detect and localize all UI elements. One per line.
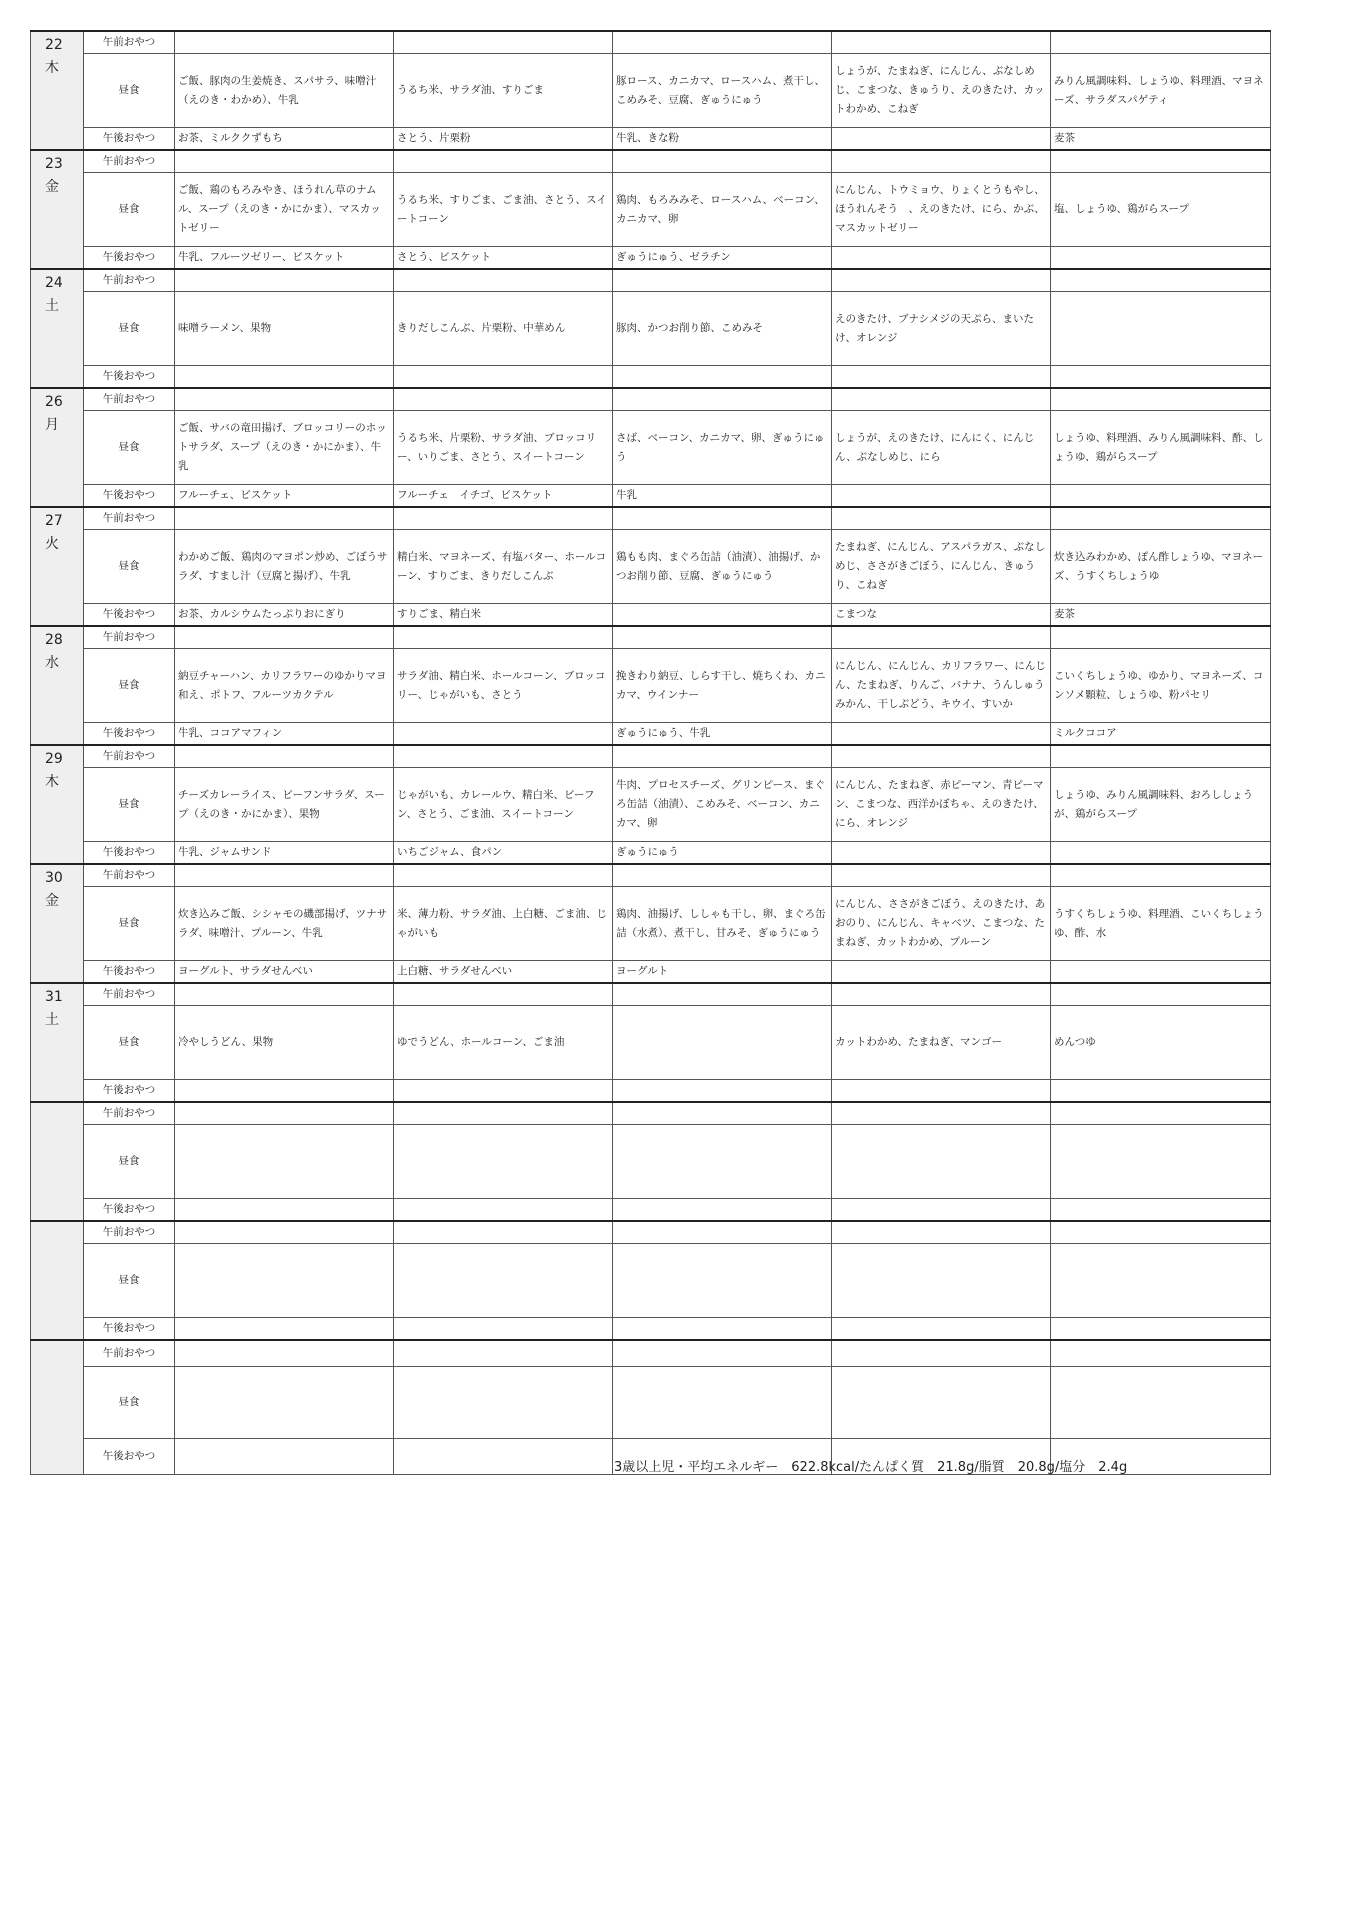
dish-cell: お茶、カルシウムたっぷりおにぎり [175,604,394,627]
day-weekday: 月 [45,417,59,433]
red-group-cell [394,864,613,887]
menu-row [31,128,1271,151]
red-group-cell [394,1221,613,1244]
day-weekday: 土 [45,298,59,314]
red-group-cell: うるち米、サラダ油、すりごま [394,54,613,128]
meal-label: 午後おやつ [84,842,175,865]
menu-row [31,1221,1271,1244]
menu-row [31,530,1271,604]
yellow-group-cell [613,507,832,530]
seasoning-cell: しょうゆ、料理酒、みりん風調味料、酢、しょうゆ、鶏がらスープ [1051,411,1271,485]
yellow-group-cell [613,626,832,649]
seasoning-cell [1051,150,1271,173]
yellow-group-cell [613,1318,832,1341]
seasoning-cell: こいくちしょうゆ、ゆかり、マヨネーズ、コンソメ顆粒、しょうゆ、粉パセリ [1051,649,1271,723]
dish-cell [175,1080,394,1103]
red-group-cell: うるち米、すりごま、ごま油、さとう、スイートコーン [394,173,613,247]
day-number: 28 [45,632,63,648]
meal-label: 昼食 [84,411,175,485]
red-group-cell [394,1367,613,1439]
dish-cell [175,983,394,1006]
dish-cell: 納豆チャーハン、カリフラワーのゆかりマヨ和え、ポトフ、フルーツカクテル [175,649,394,723]
dish-cell [175,626,394,649]
red-group-cell: 精白米、マヨネーズ、有塩バター、ホールコーン、すりごま、きりだしこんぶ [394,530,613,604]
red-group-cell [394,626,613,649]
green-group-cell [832,723,1051,746]
dish-cell: 味噌ラーメン、果物 [175,292,394,366]
seasoning-cell [1051,1318,1271,1341]
green-group-cell [832,1367,1051,1439]
seasoning-cell [1051,864,1271,887]
yellow-group-cell: ヨーグルト [613,961,832,984]
day-number: 24 [45,275,63,291]
menu-row [31,604,1271,627]
seasoning-cell: みりん風調味料、しょうゆ、料理酒、マヨネーズ、サラダスパゲティ [1051,54,1271,128]
menu-row [31,842,1271,865]
dish-cell [175,366,394,389]
red-group-cell [394,366,613,389]
red-group-cell [394,1244,613,1318]
yellow-group-cell [613,1340,832,1367]
green-group-cell: にんじん、ささがきごぼう、えのきたけ、あおのり、にんじん、キャベツ、こまつな、たまねぎ、カットわかめ、プルーン [832,887,1051,961]
red-group-cell [394,507,613,530]
yellow-group-cell [613,1367,832,1439]
yellow-group-cell [613,366,832,389]
day-weekday: 木 [45,774,59,790]
meal-label: 午後おやつ [84,485,175,508]
menu-row [31,864,1271,887]
day-cell [31,983,84,1102]
menu-row [31,1125,1271,1199]
day-cell [31,1221,84,1340]
dish-cell [175,150,394,173]
day-weekday: 木 [45,60,59,76]
meal-label: 午前おやつ [84,150,175,173]
green-group-cell [832,1340,1051,1367]
menu-row [31,1080,1271,1103]
menu-row [31,247,1271,270]
meal-label: 昼食 [84,1125,175,1199]
red-group-cell [394,1199,613,1222]
red-group-cell [394,31,613,54]
seasoning-cell [1051,1102,1271,1125]
menu-row [31,983,1271,1006]
green-group-cell: たまねぎ、にんじん、アスパラガス、ぶなしめじ、ささがきごぼう、にんじん、きゅうり、こねぎ [832,530,1051,604]
yellow-group-cell: ぎゅうにゅう、ゼラチン [613,247,832,270]
meal-label: 昼食 [84,54,175,128]
day-number: 29 [45,751,63,767]
seasoning-cell [1051,1367,1271,1439]
day-cell [31,31,84,150]
day-cell [31,626,84,745]
day-number: 22 [45,37,63,53]
red-group-cell [394,745,613,768]
dish-cell: フルーチェ、ビスケット [175,485,394,508]
meal-label: 午前おやつ [84,388,175,411]
yellow-group-cell [613,1244,832,1318]
red-group-cell [394,1125,613,1199]
dish-cell [175,1244,394,1318]
menu-row [31,485,1271,508]
menu-row [31,626,1271,649]
green-group-cell: にんじん、にんじん、カリフラワー、にんじん、たまねぎ、りんご、バナナ、うんしゅうみかん、干しぶどう、キウイ、すいか [832,649,1051,723]
meal-label: 午前おやつ [84,1102,175,1125]
meal-label: 昼食 [84,530,175,604]
meal-label: 午後おやつ [84,1318,175,1341]
red-group-cell: ゆでうどん、ホールコーン、ごま油 [394,1006,613,1080]
green-group-cell: にんじん、たまねぎ、赤ピーマン、青ピーマン、こまつな、西洋かぼちゃ、えのきたけ、にら、オレンジ [832,768,1051,842]
menu-row [31,1199,1271,1222]
yellow-group-cell: 鶏肉、油揚げ、ししゃも干し、卵、まぐろ缶詰（水煮）、煮干し、甘みそ、ぎゅうにゅう [613,887,832,961]
day-number: 23 [45,156,63,172]
meal-label: 午前おやつ [84,745,175,768]
day-weekday: 土 [45,1012,59,1028]
green-group-cell [832,128,1051,151]
day-weekday: 火 [45,536,59,552]
menu-row [31,292,1271,366]
green-group-cell: しょうが、たまねぎ、にんじん、ぶなしめじ、こまつな、きゅうり、えのきたけ、カットわかめ、こねぎ [832,54,1051,128]
green-group-cell [832,745,1051,768]
menu-row [31,173,1271,247]
menu-row [31,768,1271,842]
yellow-group-cell: 牛乳、きな粉 [613,128,832,151]
menu-row [31,366,1271,389]
seasoning-cell [1051,1080,1271,1103]
seasoning-cell: しょうゆ、みりん風調味料、おろししょうが、鶏がらスープ [1051,768,1271,842]
seasoning-cell [1051,1221,1271,1244]
green-group-cell [832,31,1051,54]
menu-row [31,961,1271,984]
menu-row [31,1006,1271,1080]
seasoning-cell [1051,1199,1271,1222]
red-group-cell [394,1318,613,1341]
menu-row [31,1340,1271,1367]
yellow-group-cell: 牛肉、プロセスチーズ、グリンピース、まぐろ缶詰（油漬）、こめみそ、ベーコン、カニカマ、卵 [613,768,832,842]
meal-label: 午前おやつ [84,1221,175,1244]
yellow-group-cell [613,1125,832,1199]
dish-cell: ご飯、サバの竜田揚げ、ブロッコリーのホットサラダ、スープ（えのき・かにかま）、牛乳 [175,411,394,485]
green-group-cell [832,1102,1051,1125]
red-group-cell: きりだしこんぶ、片栗粉、中華めん [394,292,613,366]
dish-cell: 牛乳、ココアマフィン [175,723,394,746]
menu-row [31,1244,1271,1318]
seasoning-cell [1051,1244,1271,1318]
day-cell [31,507,84,626]
meal-label: 午後おやつ [84,128,175,151]
red-group-cell [394,1080,613,1103]
seasoning-cell: うすくちしょうゆ、料理酒、こいくちしょうゆ、酢、水 [1051,887,1271,961]
yellow-group-cell [613,1006,832,1080]
day-cell [31,150,84,269]
menu-row [31,31,1271,54]
day-number: 26 [45,394,63,410]
menu-row [31,411,1271,485]
day-cell [31,1102,84,1221]
dish-cell: わかめご飯、鶏肉のマヨポン炒め、ごぼうサラダ、すまし汁（豆腐と揚げ）、牛乳 [175,530,394,604]
seasoning-cell [1051,388,1271,411]
menu-body [31,31,1271,1475]
red-group-cell [394,1102,613,1125]
menu-row [31,54,1271,128]
menu-row [31,150,1271,173]
seasoning-cell [1051,269,1271,292]
seasoning-cell [1051,842,1271,865]
dish-cell [175,1340,394,1367]
menu-row [31,745,1271,768]
yellow-group-cell [613,150,832,173]
seasoning-cell: 塩、しょうゆ、鶏がらスープ [1051,173,1271,247]
menu-row [31,1367,1271,1439]
red-group-cell [394,723,613,746]
dish-cell: 冷やしうどん、果物 [175,1006,394,1080]
green-group-cell [832,388,1051,411]
yellow-group-cell: 牛乳 [613,485,832,508]
seasoning-cell [1051,745,1271,768]
green-group-cell [832,1080,1051,1103]
green-group-cell: しょうが、えのきたけ、にんにく、にんじん、ぶなしめじ、にら [832,411,1051,485]
meal-label: 午前おやつ [84,31,175,54]
yellow-group-cell: 鶏もも肉、まぐろ缶詰（油漬）、油揚げ、かつお削り節、豆腐、ぎゅうにゅう [613,530,832,604]
dish-cell: ヨーグルト、サラダせんべい [175,961,394,984]
meal-label: 午後おやつ [84,366,175,389]
seasoning-cell [1051,31,1271,54]
red-group-cell: さとう、ビスケット [394,247,613,270]
yellow-group-cell [613,388,832,411]
red-group-cell [394,150,613,173]
day-cell [31,1340,84,1475]
dish-cell [175,1199,394,1222]
nutrition-summary: 3歳以上児・平均エネルギー 622.8kcal/たんぱく質 21.8g/脂質 20.8g/塩分 2.4g [614,1460,1128,1475]
green-group-cell: カットわかめ、たまねぎ、マンゴー [832,1006,1051,1080]
green-group-cell [832,150,1051,173]
green-group-cell [832,961,1051,984]
red-group-cell: すりごま、精白米 [394,604,613,627]
menu-row [31,1318,1271,1341]
day-cell [31,864,84,983]
red-group-cell: さとう、片栗粉 [394,128,613,151]
red-group-cell: 米、薄力粉、サラダ油、上白糖、ごま油、じゃがいも [394,887,613,961]
dish-cell [175,1125,394,1199]
seasoning-cell: 麦茶 [1051,604,1271,627]
meal-label: 昼食 [84,887,175,961]
meal-label: 午前おやつ [84,507,175,530]
meal-label: 午後おやつ [84,723,175,746]
green-group-cell [832,1199,1051,1222]
menu-row [31,723,1271,746]
meal-label: 午後おやつ [84,1439,175,1475]
seasoning-cell: 炊き込みわかめ、ぽん酢しょうゆ、マヨネーズ、うすくちしょうゆ [1051,530,1271,604]
dish-cell [175,1221,394,1244]
day-cell [31,745,84,864]
meal-label: 昼食 [84,292,175,366]
dish-cell [175,1102,394,1125]
yellow-group-cell [613,269,832,292]
green-group-cell [832,366,1051,389]
yellow-group-cell: ぎゅうにゅう [613,842,832,865]
green-group-cell [832,1244,1051,1318]
dish-cell: 牛乳、フルーツゼリー、ビスケット [175,247,394,270]
seasoning-cell [1051,366,1271,389]
green-group-cell [832,485,1051,508]
red-group-cell: いちごジャム、食パン [394,842,613,865]
menu-row [31,388,1271,411]
red-group-cell: フルーチェ イチゴ、ビスケット [394,485,613,508]
yellow-group-cell [613,745,832,768]
yellow-group-cell [613,31,832,54]
menu-row [31,269,1271,292]
red-group-cell: 上白糖、サラダせんべい [394,961,613,984]
meal-label: 午後おやつ [84,1080,175,1103]
red-group-cell [394,1439,613,1475]
green-group-cell: にんじん、トウミョウ、りょくとうもやし、ほうれんそう 、えのきたけ、にら、かぶ、マスカットゼリー [832,173,1051,247]
day-cell [31,269,84,388]
green-group-cell [832,507,1051,530]
yellow-group-cell: 豚ロース、カニカマ、ロースハム、煮干し、こめみそ、豆腐、ぎゅうにゅう [613,54,832,128]
dish-cell [175,1439,394,1475]
meal-label: 午後おやつ [84,961,175,984]
yellow-group-cell [613,1102,832,1125]
red-group-cell [394,388,613,411]
seasoning-cell [1051,485,1271,508]
yellow-group-cell: 豚肉、かつお削り節、こめみそ [613,292,832,366]
green-group-cell [832,864,1051,887]
menu-row [31,1102,1271,1125]
yellow-group-cell [613,983,832,1006]
day-weekday: 金 [45,893,59,909]
day-number: 31 [45,989,63,1005]
menu-table [30,30,1271,1475]
day-number: 27 [45,513,63,529]
green-group-cell [832,626,1051,649]
yellow-group-cell [613,604,832,627]
meal-label: 午前おやつ [84,626,175,649]
day-number: 30 [45,870,63,886]
meal-label: 午前おやつ [84,1340,175,1367]
dish-cell: お茶、ミルククずもち [175,128,394,151]
meal-label: 昼食 [84,173,175,247]
meal-label: 昼食 [84,768,175,842]
seasoning-cell: めんつゆ [1051,1006,1271,1080]
seasoning-cell [1051,626,1271,649]
seasoning-cell [1051,1125,1271,1199]
meal-label: 午後おやつ [84,247,175,270]
seasoning-cell: 麦茶 [1051,128,1271,151]
yellow-group-cell [613,1199,832,1222]
dish-cell: ご飯、豚肉の生姜焼き、スパサラ、味噌汁（えのき・わかめ）、牛乳 [175,54,394,128]
day-weekday: 金 [45,179,59,195]
red-group-cell [394,1340,613,1367]
dish-cell: 牛乳、ジャムサンド [175,842,394,865]
green-group-cell [832,983,1051,1006]
yellow-group-cell [613,1221,832,1244]
seasoning-cell: ミルクココア [1051,723,1271,746]
yellow-group-cell: 挽きわり納豆、しらす干し、焼ちくわ、カニカマ、ウインナー [613,649,832,723]
day-weekday: 水 [45,655,59,671]
meal-label: 昼食 [84,649,175,723]
meal-label: 午後おやつ [84,1199,175,1222]
dish-cell: チーズカレーライス、ビーフンサラダ、スープ（えのき・かにかま）、果物 [175,768,394,842]
seasoning-cell [1051,1340,1271,1367]
red-group-cell: じゃがいも、カレールウ、精白米、ビーフン、さとう、ごま油、スイートコーン [394,768,613,842]
seasoning-cell [1051,507,1271,530]
yellow-group-cell [613,1080,832,1103]
green-group-cell [832,247,1051,270]
dish-cell [175,1367,394,1439]
meal-label: 昼食 [84,1244,175,1318]
dish-cell: ご飯、鶏のもろみやき、ほうれん草のナムル、スープ（えのき・かにかま）、マスカットゼリー [175,173,394,247]
green-group-cell: こまつな [832,604,1051,627]
menu-row [31,507,1271,530]
green-group-cell [832,1125,1051,1199]
green-group-cell [832,1318,1051,1341]
red-group-cell: サラダ油、精白米、ホールコーン、ブロッコリー、じゃがいも、さとう [394,649,613,723]
dish-cell [175,269,394,292]
dish-cell [175,507,394,530]
green-group-cell [832,842,1051,865]
day-cell [31,388,84,507]
meal-label: 午後おやつ [84,604,175,627]
dish-cell [175,31,394,54]
dish-cell [175,745,394,768]
meal-label: 昼食 [84,1006,175,1080]
meal-label: 午前おやつ [84,269,175,292]
yellow-group-cell [613,864,832,887]
seasoning-cell [1051,292,1271,366]
green-group-cell [832,269,1051,292]
dish-cell: 炊き込みご飯、シシャモの磯部揚げ、ツナサラダ、味噌汁、プルーン、牛乳 [175,887,394,961]
dish-cell [175,388,394,411]
yellow-group-cell: ぎゅうにゅう、牛乳 [613,723,832,746]
green-group-cell [832,1221,1051,1244]
red-group-cell [394,983,613,1006]
dish-cell [175,1318,394,1341]
yellow-group-cell: さば、ベーコン、カニカマ、卵、ぎゅうにゅう [613,411,832,485]
red-group-cell [394,269,613,292]
seasoning-cell [1051,983,1271,1006]
meal-label: 昼食 [84,1367,175,1439]
seasoning-cell [1051,247,1271,270]
red-group-cell: うるち米、片栗粉、サラダ油、ブロッコリー、いりごま、さとう、スイートコーン [394,411,613,485]
seasoning-cell [1051,961,1271,984]
meal-label: 午前おやつ [84,864,175,887]
meal-label: 午前おやつ [84,983,175,1006]
menu-row [31,649,1271,723]
dish-cell [175,864,394,887]
menu-row [31,887,1271,961]
green-group-cell: えのきたけ、ブナシメジの天ぷら、まいたけ、オレンジ [832,292,1051,366]
yellow-group-cell: 鶏肉、もろみみそ、ロースハム、ベーコン、カニカマ、卵 [613,173,832,247]
